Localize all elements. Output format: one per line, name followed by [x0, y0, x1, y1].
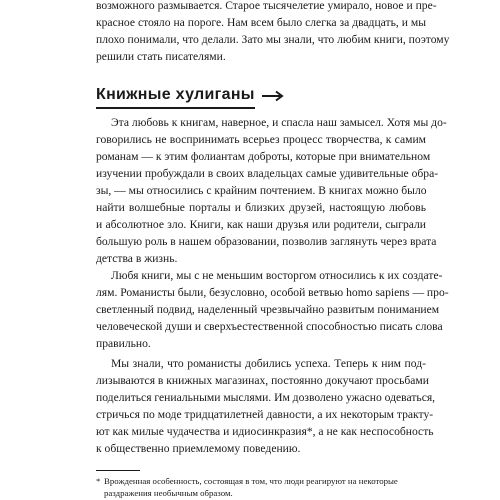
intro-line: красное стояло на пороге. Нам всем было слегка за двадцать, и мы — [96, 16, 426, 29]
paragraph-line: лям. Романисты были, безусловно, особой ветвью homo sapiens — про- — [96, 286, 449, 299]
paragraph-line: правильно. — [96, 337, 151, 350]
paragraph-line: и абсолютное зло. Книги, как наши друзья или родители, сыграли — [96, 218, 426, 231]
paragraph-line: лизываются в книжных магазинах, постоянно докучают просьбами — [96, 374, 429, 387]
intro-line: решили стать писателями. — [96, 50, 226, 63]
section-heading-text: Книжные хулиганы — [96, 84, 255, 109]
intro-line: возможного размывается. Старое тысячелетие умирало, новое и пре- — [96, 0, 437, 12]
paragraph-line: Мы знали, что романисты добились успеха. Теперь к ним под- — [111, 357, 426, 370]
footnote-divider — [96, 470, 140, 471]
paragraph-line: человеческой души и сверхъестественной способностью писать слова — [96, 320, 443, 333]
footnote-mark: * — [96, 476, 101, 486]
paragraph-line: к общественно приемлемому поведению. — [96, 442, 301, 455]
footnote-line: Врожденная особенность, состоящая в том, что люди реагируют на некоторые — [104, 476, 398, 486]
paragraph-line: детства в жизнь. — [96, 252, 178, 265]
section-heading — [96, 84, 285, 108]
paragraph-line: большую роль в нашем образовании, позволив заглянуть через врата — [96, 235, 437, 248]
paragraph-line: светленный подвид, наделенный чрезвычайно развитым пониманием — [96, 303, 440, 316]
paragraph-line: изучении пробуждали в своих владельцах самые удивительные обра- — [96, 167, 439, 180]
paragraph-line: стричься по моде тридцатилетней давности, а их некоторым тракту- — [96, 408, 434, 421]
paragraph-line: зы, — мы относились с крайним почтением. В книгах можно было — [96, 184, 427, 197]
paragraph-line: ют как милые чудачества и идиосинкразия*, а не как неспособность — [96, 425, 434, 438]
paragraph-line: Эта любовь к книгам, наверное, и спасла наш замысел. Хотя мы до- — [111, 116, 447, 129]
paragraph-line: романам — к этим фолиантам доброты, которые при внимательном — [96, 150, 431, 163]
footnote-line: раздражения необычным образом. — [104, 488, 233, 498]
arrow-right-icon — [261, 90, 285, 102]
paragraph-line: Любя книги, мы с не меньшим восторгом относились к их создате- — [111, 269, 443, 282]
paragraph-line: поделиться гениальными мыслями. Им дозволено ужасно одеваться, — [96, 391, 436, 404]
paragraph-line: найти волшебные порталы и близких друзей, настоящую любовь — [96, 201, 426, 214]
paragraph-line: говорились не воспринимать всерьез процесс творчества, к самим — [96, 133, 426, 146]
intro-line: плохо понимали, что делали. Зато мы знали, что любим книги, поэтому — [96, 33, 450, 46]
